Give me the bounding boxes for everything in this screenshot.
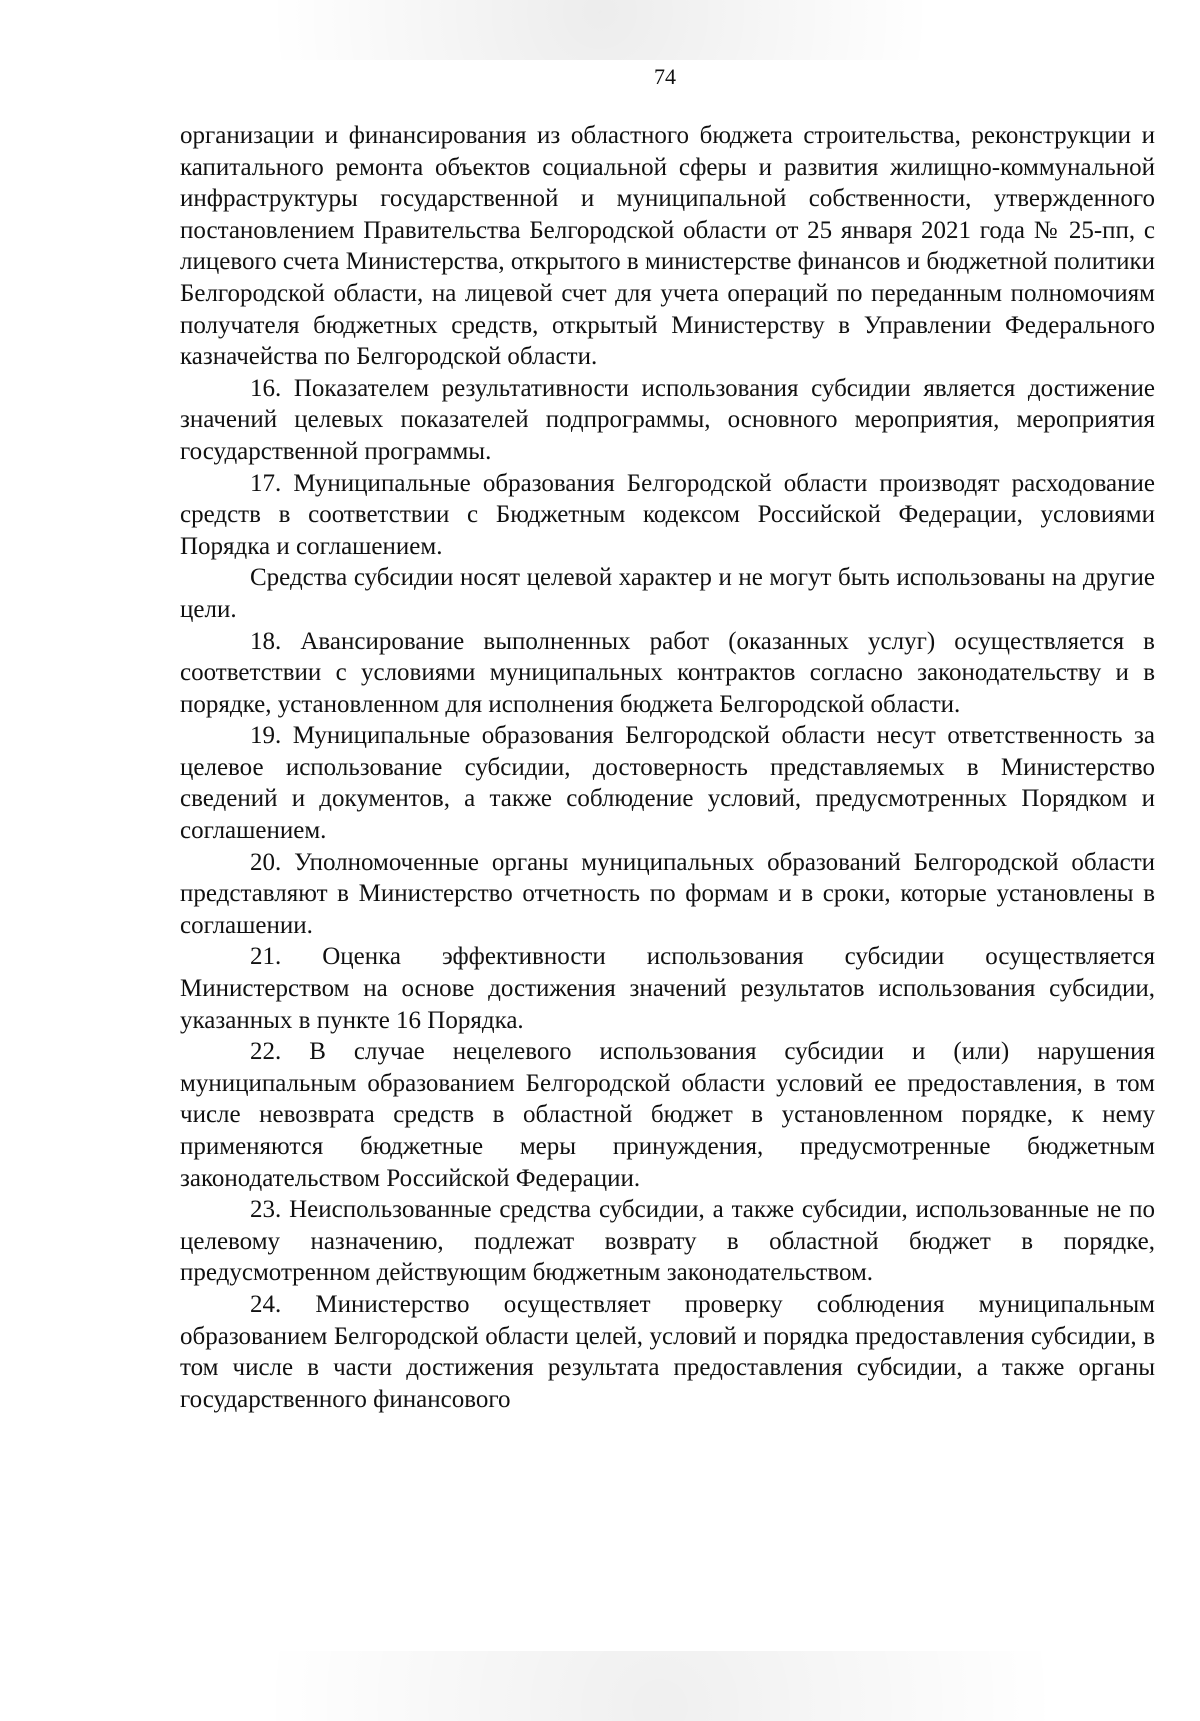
paragraph-21: 21. Оценка эффективности использования субсидии осуществляется Министерством на основе достижения значений результатов использования субсидии, указанных в пункте 16 Порядка. xyxy=(180,943,1155,1034)
document-body xyxy=(180,120,1155,1415)
scan-noise-top xyxy=(0,0,1200,60)
paragraph-19: 19. Муниципальные образования Белгородской области несут ответственность за целевое использование субсидии, достоверность представляемых в Министерство сведений и документов, а также соблюдение условий, предусмотренных Порядком и соглашением. xyxy=(180,722,1155,845)
paragraph-18: 18. Авансирование выполненных работ (оказанных услуг) осуществляется в соответствии с условиями муниципальных контрактов согласно законодательству и в порядке, установленном для исполнения бюджета Белгородской области. xyxy=(180,627,1155,718)
paragraph-17: 17. Муниципальные образования Белгородской области производят расходование средств в соответствии с Бюджетным кодексом Российской Федерации, условиями Порядка и соглашением. xyxy=(180,469,1155,560)
paragraph-16: 16. Показателем результативности использования субсидии является достижение значений целевых показателей подпрограммы, основного мероприятия, мероприятия государственной программы. xyxy=(180,374,1155,465)
paragraph-continuation: организации и финансирования из областного бюджета строительства, реконструкции и капитального ремонта объектов социальной сферы и развития жилищно-коммунальной инфраструктуры государственной и муниципальной собственности, утвержденного постановлением Правительства Белгородской области от 25 января 2021 года № 25-пп, с лицевого счета Министерства, открытого в министерстве финансов и бюджетной политики Белгородской области, на лицевой счет для учета операций по переданным полномочиям получателя бюджетных средств, открытый Министерству в Управлении Федерального казначейства по Белгородской области. xyxy=(180,122,1155,371)
paragraph-22: 22. В случае нецелевого использования субсидии и (или) нарушения муниципальным образованием Белгородской области условий ее предоставления, в том числе невозврата средств в областной бюджет в установленном порядке, к нему применяются бюджетные меры принуждения, предусмотренные бюджетным законодательством Российской Федерации. xyxy=(180,1038,1155,1192)
paragraph-20: 20. Уполномоченные органы муниципальных образований Белгородской области представляют в Министерство отчетность по формам и в сроки, которые установлены в соглашении. xyxy=(180,848,1155,939)
paragraph-23: 23. Неиспользованные средства субсидии, а также субсидии, использованные не по целевому назначению, подлежат возврату в областной бюджет в порядке, предусмотренном действующим бюджетным законодательством. xyxy=(180,1196,1155,1287)
paragraph-24: 24. Министерство осуществляет проверку соблюдения муниципальным образованием Белгородской области целей, условий и порядка предоставления субсидии, в том числе в части достижения результата предоставления субсидии, а также органы государственного финансового xyxy=(180,1290,1155,1413)
page-number: 74 xyxy=(654,64,676,89)
paragraph-17-note: Средства субсидии носят целевой характер и не могут быть использованы на другие цели. xyxy=(180,564,1155,623)
scan-noise-bottom xyxy=(0,1651,1200,1721)
